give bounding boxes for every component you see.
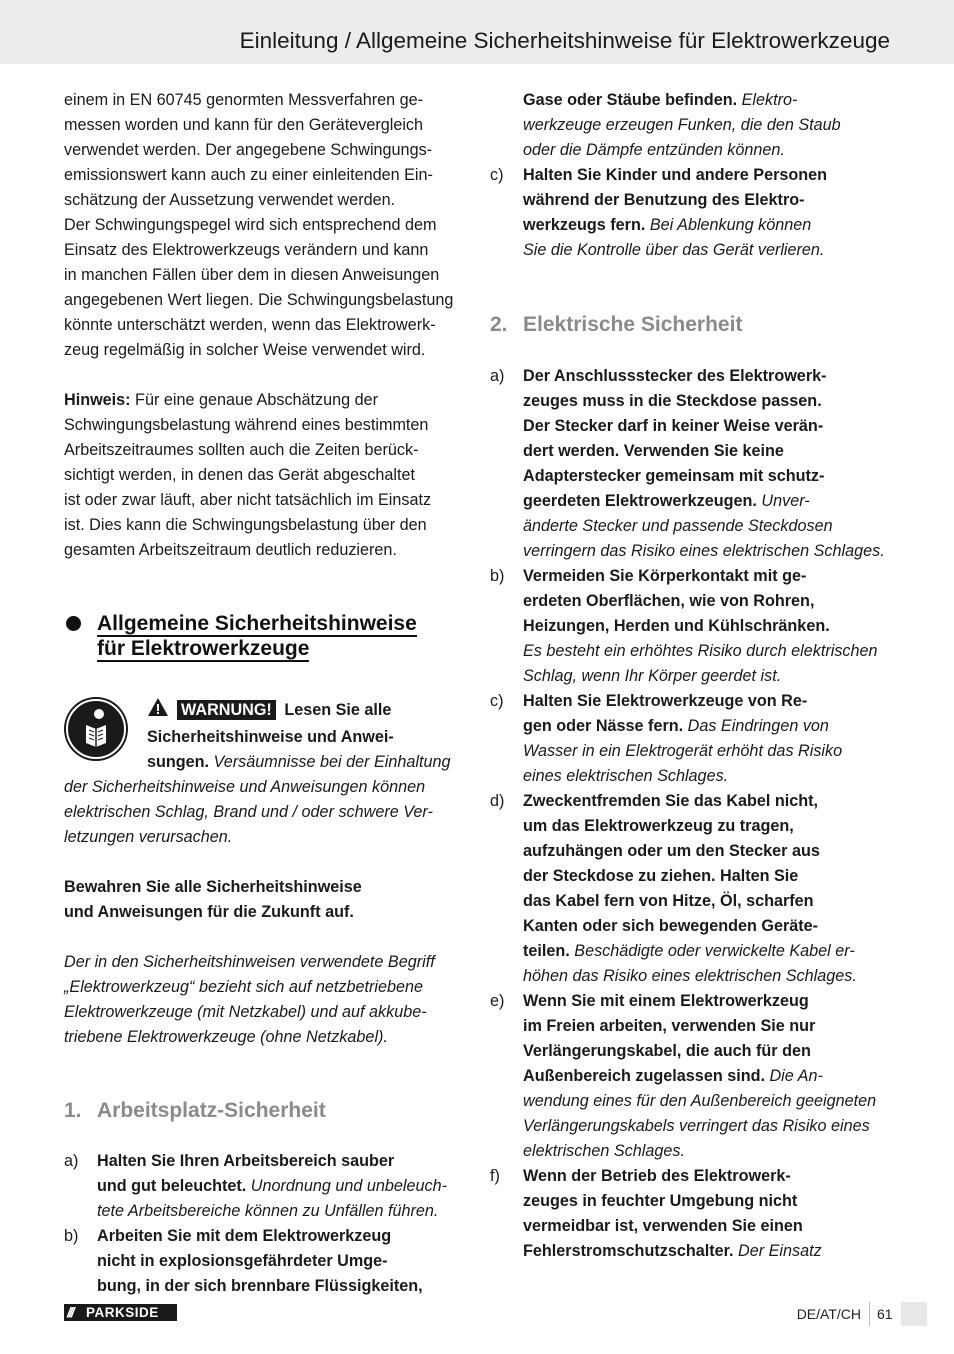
text-line: teilen. [523,942,570,960]
text-line: eines elektrischen Schlages. [523,767,729,785]
footer-language: DE/AT/CH [796,1306,861,1322]
text-line: der Steckdose zu ziehen. Halten Sie [523,867,799,885]
footer-tab [901,1302,927,1326]
text-line: Bei Ablenkung können [645,216,812,234]
text-line: und Anweisungen für die Zukunft auf. [64,903,354,921]
text-line: Lesen Sie alle [284,701,392,719]
text-line: Einsatz des Elektrowerkzeugs verändern und kann [64,241,429,259]
item-label: d) [490,792,505,810]
text-line: und gut beleuchtet. [97,1177,247,1195]
page-header-title: Einleitung / Allgemeine Sicherheitshinweise für Elektrowerkzeuge [239,28,890,53]
text-line: werkzeuge erzeugen Funken, die den Staub [523,116,841,134]
text-line: Verlängerungskabel, die auch für den [523,1042,811,1060]
heading-line: für Elektrowerkzeuge [97,637,310,660]
logo-text: PARKSIDE [86,1305,159,1320]
text-line: änderte Stecker und passende Steckdosen [523,517,833,535]
text-line: werkzeugs fern. [523,216,646,234]
text-line: Heizungen, Herden und Kühlschränken. [523,617,830,635]
text-line: verwendet werden. Der angegebene Schwingungs- [64,141,433,159]
text-line: „Elektrowerkzeug“ bezieht sich auf netzbetriebene [64,978,424,996]
hinweis-label: Hinweis: [64,391,131,409]
text-line: Gase oder Stäube befinden. [523,91,738,109]
list-item [490,364,890,564]
text-line: Halten Sie Kinder und andere Personen [523,166,828,184]
text-line: erdeten Oberflächen, wie von Rohren, [523,592,815,610]
text-line: Sie die Kontrolle über das Gerät verlieren. [523,241,825,259]
text-line: zeug regelmäßig in solcher Weise verwendet wird. [64,341,426,359]
text-line: Kanten oder sich bewegenden Geräte- [523,917,819,935]
list-item [490,1164,890,1264]
text-line: höhen das Risiko eines elektrischen Schlages. [523,967,857,985]
text-line: Unordnung und unbeleuch- [246,1177,447,1195]
text-line: das Kabel fern von Hitze, Öl, scharfen [523,892,814,910]
text-line: Versäumnisse bei der Einhaltung [209,753,451,771]
text-line: oder die Dämpfe entzünden können. [523,141,785,159]
text-line: angegebenen Wert liegen. Die Schwingungsbelastung [64,291,454,309]
text-line: Arbeiten Sie mit dem Elektrowerkzeug [97,1227,392,1245]
heading-line: Allgemeine Sicherheitshinweise [97,612,417,635]
section-title: Elektrische Sicherheit [523,313,743,336]
text-line: Arbeitszeitraumes sollten auch die Zeiten berück- [64,441,419,459]
page-number: 61 [877,1306,893,1322]
text-line: ist oder zwar läuft, aber nicht tatsächlich im Einsatz [64,491,432,509]
hinweis-paragraph [64,388,462,563]
text-line: Zweckentfremden Sie das Kabel nicht, [523,792,819,810]
text-line: Unver- [756,492,810,510]
text-line: triebene Elektrowerkzeuge (ohne Netzkabel). [64,1028,388,1046]
list-item-continuation [490,88,890,163]
text-line: Wenn der Betrieb des Elektrowerk- [523,1167,791,1185]
text-line: Der Einsatz [733,1242,822,1260]
item-label: c) [490,692,504,710]
text-line: in manchen Fällen über dem in diesen Anweisungen [64,266,440,284]
text-line: Der in den Sicherheitshinweisen verwendete Begriff [64,953,435,971]
text-line: wendung eines für den Außenbereich geeigneten [523,1092,877,1110]
item-label: c) [490,166,504,184]
logo-slashes: /// [67,1304,73,1320]
text-line: vermeidbar ist, verwenden Sie einen [523,1217,803,1235]
text-line: im Freien arbeiten, verwenden Sie nur [523,1017,816,1035]
bewahren-paragraph [64,875,462,925]
section-heading-workplace [64,1098,462,1123]
text-line: elektrischen Schlag, Brand und / oder schwere Ver- [64,803,433,821]
warning-block [64,697,462,850]
list-item [490,689,890,789]
section-heading-electrical [490,312,890,337]
list-item [490,163,890,263]
vibration-paragraph [64,88,462,363]
text-line: Sicherheitshinweise und Anwei- [147,728,394,746]
text-line: Der Anschlussstecker des Elektrowerk- [523,367,827,385]
text-line: gesamten Arbeitszeitraum deutlich reduzieren. [64,541,397,559]
text-line: schätzung der Aussetzung verwendet werden. [64,191,396,209]
text-line: messen worden und kann für den Gerätevergleich [64,116,424,134]
text-line: Für eine genaue Abschätzung der [130,391,379,409]
text-line: emissionswert kann auch zu einer einleitenden Ein- [64,166,433,184]
section-heading-safety [64,611,462,661]
text-line: Beschädigte oder verwickelte Kabel er- [569,942,855,960]
item-label: b) [64,1227,79,1245]
text-line: Der Schwingungspegel wird sich entsprechend dem [64,216,437,234]
list-item [490,564,890,689]
text-line: ist. Dies kann die Schwingungsbelastung über den [64,516,427,534]
text-line: Bewahren Sie alle Sicherheitshinweise [64,878,362,896]
text-line: Vermeiden Sie Körperkontakt mit ge- [523,567,807,585]
text-line: Das Eindringen von [683,717,829,735]
warning-triangle-icon [147,697,169,725]
text-line: verringern das Risiko eines elektrischen Schlages. [523,542,885,560]
footer-divider [869,1302,870,1326]
text-line: Der Stecker darf in keiner Weise verän- [523,417,824,435]
text-line: letzungen verursachen. [64,828,233,846]
text-line: Fehlerstromschutzschalter. [523,1242,734,1260]
text-line: elektrischen Schlages. [523,1142,685,1160]
begriff-paragraph [64,950,462,1050]
text-line: geerdeten Elektrowerkzeugen. [523,492,757,510]
read-manual-icon [64,697,128,761]
item-label: a) [490,367,505,385]
text-line: Elektro- [737,91,798,109]
parkside-logo [64,1304,177,1321]
item-label: a) [64,1152,79,1170]
text-line: Verlängerungskabels verringert das Risiko eines [523,1117,870,1135]
list-item [490,789,890,989]
list-item [64,1224,462,1299]
section-number: 1. [64,1099,82,1122]
section-title: Arbeitsplatz-Sicherheit [97,1099,326,1122]
text-line: dert werden. Verwenden Sie keine [523,442,784,460]
text-line: aufzuhängen oder um den Stecker aus [523,842,820,860]
text-line: zeuges muss in die Steckdose passen. [523,392,822,410]
text-line: Adapterstecker gemeinsam mit schutz- [523,467,825,485]
text-line: bung, in der sich brennbare Flüssigkeiten, [97,1277,423,1295]
item-label: b) [490,567,505,585]
bullet-icon [66,616,81,631]
item-label: e) [490,992,505,1010]
list-item [490,989,890,1164]
text-line: Schwingungsbelastung während eines bestimmten [64,416,429,434]
text-line: tete Arbeitsbereiche können zu Unfällen führen. [97,1202,439,1220]
text-line: sichtigt werden, in denen das Gerät abgeschaltet [64,466,415,484]
text-line: der Sicherheitshinweise und Anweisungen können [64,778,426,796]
text-line: Halten Sie Ihren Arbeitsbereich sauber [97,1152,395,1170]
text-line: sungen. [147,753,210,771]
text-line: Schlag, wenn Ihr Körper geerdet ist. [523,667,782,685]
warning-badge: WARNUNG! [177,700,276,720]
text-line: gen oder Nässe fern. [523,717,684,735]
text-line: Elektrowerkzeuge (mit Netzkabel) und auf akkube- [64,1003,427,1021]
text-line: während der Benutzung des Elektro- [523,191,805,209]
item-label: f) [490,1167,500,1185]
section-number: 2. [490,313,508,336]
text-line: Die An- [764,1067,823,1085]
text-line: Halten Sie Elektrowerkzeuge von Re- [523,692,808,710]
text-line: um das Elektrowerkzeug zu tragen, [523,817,794,835]
text-line: Außenbereich zugelassen sind. [523,1067,765,1085]
left-column [64,88,462,1299]
list-item [64,1149,462,1224]
right-column [490,88,890,1264]
text-line: zeuges in feuchter Umgebung nicht [523,1192,798,1210]
text-line: einem in EN 60745 genormten Messverfahren ge- [64,91,424,109]
text-line: Wenn Sie mit einem Elektrowerkzeug [523,992,809,1010]
text-line: nicht in explosionsgefährdeter Umge- [97,1252,388,1270]
text-line: könnte unterschätzt werden, wenn das Elektrowerk- [64,316,436,334]
text-line: Es besteht ein erhöhtes Risiko durch elektrischen [523,642,878,660]
text-line: Wasser in ein Elektrogerät erhöht das Risiko [523,742,843,760]
